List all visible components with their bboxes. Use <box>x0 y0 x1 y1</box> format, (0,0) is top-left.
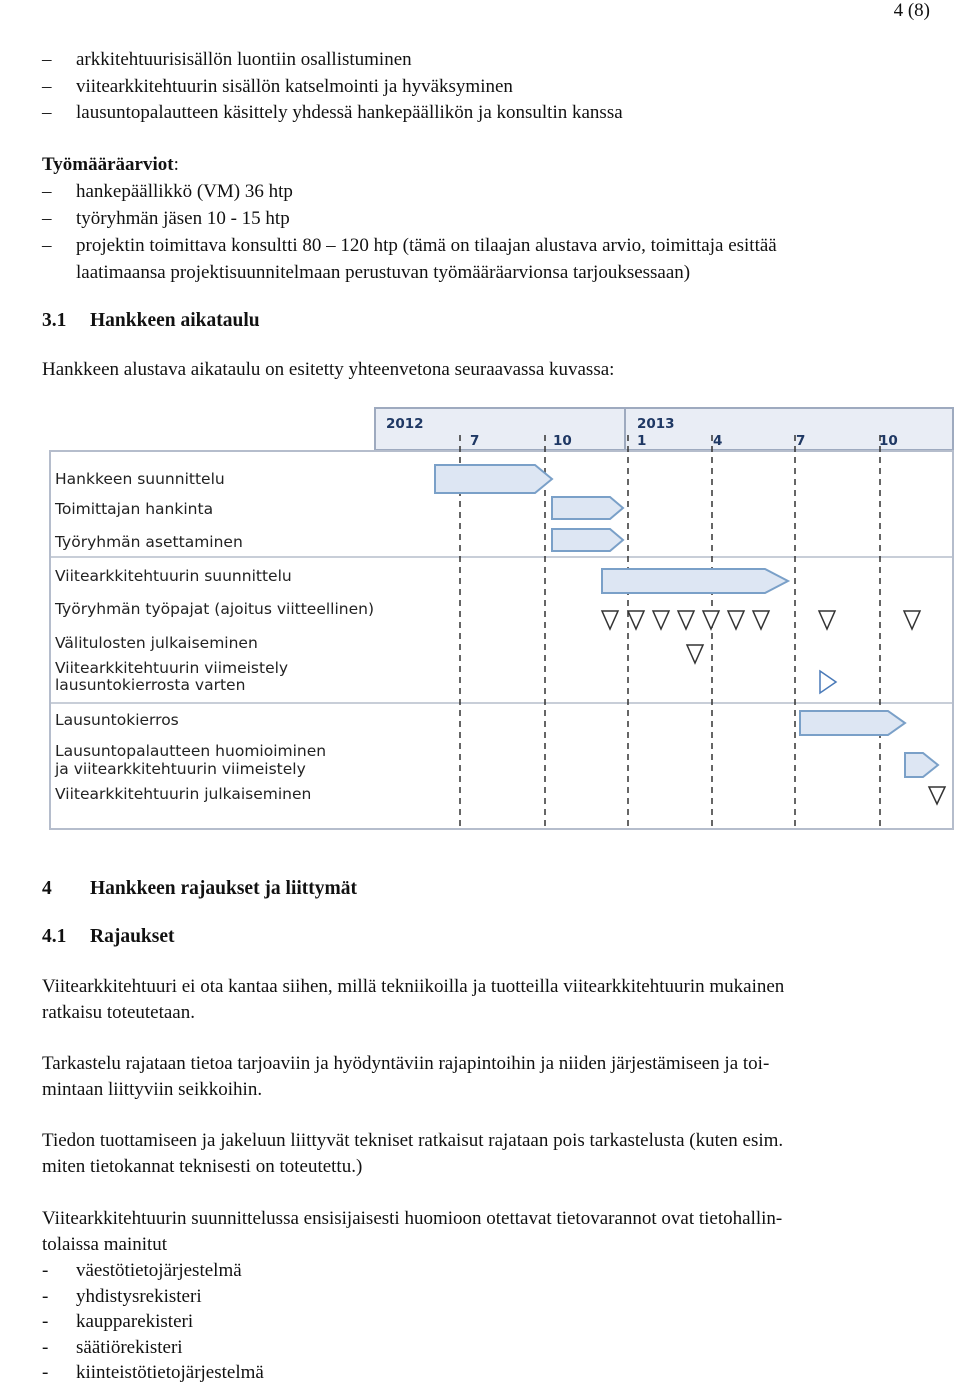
paragraph: Viitearkkitehtuurin suunnittelussa ensisijaisesti huomioon otettavat tietovarannot ovat tietohallin- tolaissa mainitut <box>42 1208 783 1255</box>
estimates-heading: Työmääräarviot: <box>42 154 179 175</box>
gantt-row-label: Viitearkkitehtuurin julkaiseminen <box>55 785 312 803</box>
gantt-row-label: Hankkeen suunnittelu <box>55 470 225 488</box>
gantt-row-label: Toimittajan hankinta <box>55 500 214 518</box>
gantt-row-label: Viitearkkitehtuurin suunnittelu <box>55 567 292 585</box>
gantt-row-label: lausuntokierrosta varten <box>55 676 246 694</box>
dash-marker: – <box>42 102 52 123</box>
year-label: 2012 <box>386 416 424 432</box>
month-label: 4 <box>713 433 723 449</box>
month-label: 7 <box>470 433 480 449</box>
dash-marker: – <box>42 49 52 70</box>
dash-marker: – <box>42 76 52 97</box>
phase-arrow <box>602 569 788 593</box>
paragraph: Viitearkkitehtuuri ei ota kantaa siihen, millä tekniikoilla ja tuotteilla viitearkkitehtuurin mukainen ratkaisu toteutetaan. <box>42 976 785 1023</box>
gantt-row-label: Välitulosten julkaiseminen <box>55 634 258 652</box>
section-heading: 4.1 Rajaukset <box>42 926 175 947</box>
phase-arrow <box>552 529 623 551</box>
dash-marker: – <box>42 181 52 202</box>
dash-marker: – <box>42 235 52 256</box>
gantt-row-label: Lausuntopalautteen huomioiminen <box>55 742 327 760</box>
gantt-row-label: Työryhmän työpajat (ajoitus viitteellinen) <box>55 600 375 618</box>
section-text: Hankkeen alustava aikataulu on esitetty yhteenvetona seuraavassa kuvassa: <box>42 359 615 380</box>
gantt-chart <box>40 405 960 835</box>
month-label: 10 <box>553 433 572 449</box>
section-heading: 3.1 Hankkeen aikataulu <box>42 310 260 331</box>
paragraph: Tiedon tuottamiseen ja jakeluun liittyvät tekniset ratkaisut rajataan pois tarkastelusta (kuten esim. miten tietokannat teknisesti on toteutettu.) <box>42 1130 784 1177</box>
section-heading: 4 Hankkeen rajaukset ja liittymät <box>42 878 358 899</box>
gantt-row-label: ja viitearkkitehtuurin viimeistely <box>55 760 306 778</box>
phase-arrow <box>552 497 623 519</box>
gantt-row-label: Viitearkkitehtuurin viimeistely <box>55 659 289 677</box>
month-label: 7 <box>796 433 806 449</box>
phase-arrow <box>800 711 905 735</box>
month-label: 1 <box>637 433 647 449</box>
dash-marker: – <box>42 208 52 229</box>
paragraph: Tarkastelu rajataan tietoa tarjoaviin ja hyödyntäviin rajapintoihin ja niiden järjestämiseen ja toi- mintaan liittyviin seikkoihin. <box>42 1053 770 1100</box>
gantt-row-label: Työryhmän asettaminen <box>55 533 243 551</box>
gantt-row-label: Lausuntokierros <box>55 711 179 729</box>
page-number: 4 (8) <box>893 0 930 21</box>
year-label: 2013 <box>637 416 675 432</box>
phase-arrow <box>435 465 552 493</box>
month-label: 10 <box>879 433 898 449</box>
